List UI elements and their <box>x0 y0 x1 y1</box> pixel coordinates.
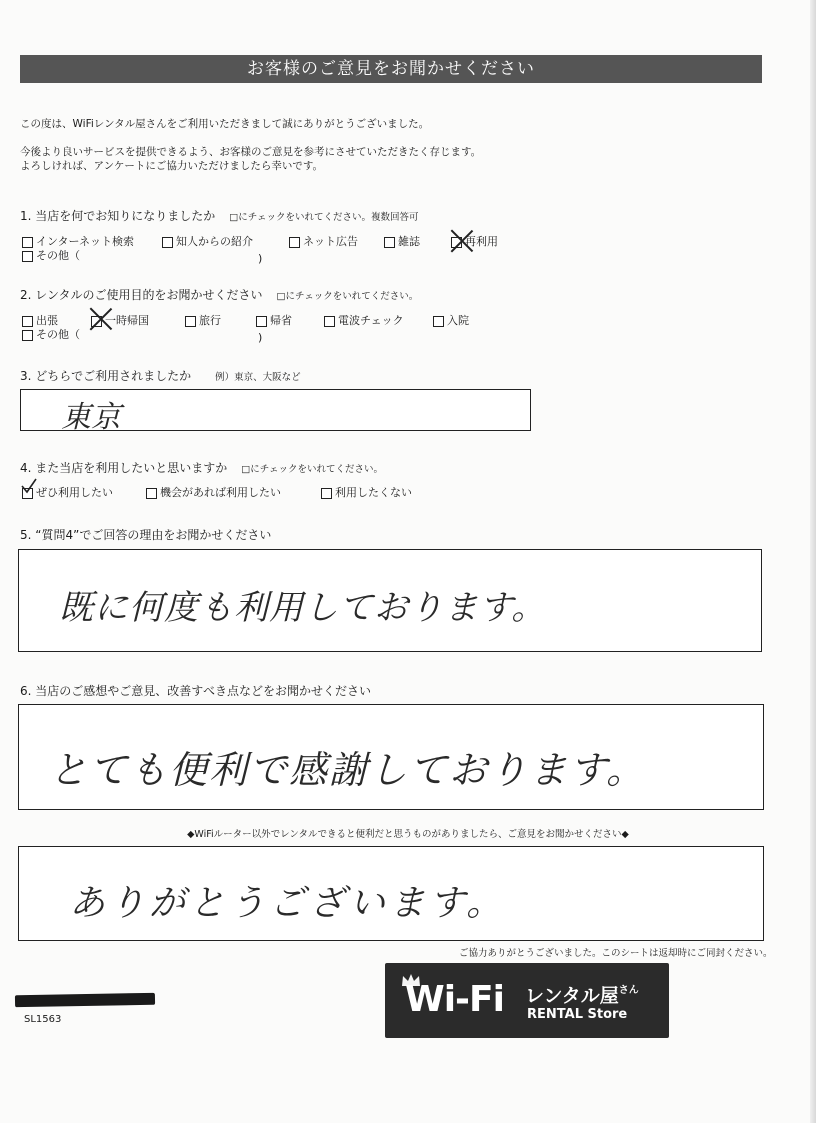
q3-answer-box[interactable] <box>20 389 531 435</box>
q2-option-hospital[interactable]: 入院 <box>433 312 469 328</box>
q6-handwritten-answer: とても便利で感謝しております。 <box>49 748 646 792</box>
q1-other-close: ) <box>258 252 263 265</box>
q5-answer-box[interactable] <box>18 549 762 652</box>
logo-en-text: RENTAL Store <box>527 1007 628 1022</box>
form-code: SL1563 <box>24 1014 62 1025</box>
page-edge-shadow <box>810 0 816 1123</box>
checkbox[interactable] <box>162 237 173 248</box>
question-2-label: 2. レンタルのご使用目的をお聞かせください <box>20 288 263 302</box>
question-4-label: 4. また当店を利用したいと思いますか <box>20 461 228 475</box>
q1-option-magazine[interactable]: 雑誌 <box>384 233 420 249</box>
q2-option-homecoming[interactable]: 帰省 <box>256 312 292 328</box>
check-mark-icon <box>20 478 38 494</box>
q4-option-definitely[interactable]: ぜひ利用したい <box>22 484 113 500</box>
checkbox[interactable] <box>22 316 33 327</box>
question-1-label: 1. 当店を何でお知りになりましたか <box>20 209 216 223</box>
intro-line-2: 今後より良いサービスを提供できるよう、お客様のご意見を参考にさせていただきたく存じます。 <box>20 146 482 158</box>
q2-option-signal-check[interactable]: 電波チェック <box>324 312 404 328</box>
question-3-note: 例）東京、大阪など <box>215 372 301 383</box>
redaction-mark <box>15 993 155 1007</box>
checkbox[interactable] <box>22 237 33 248</box>
q4-option-no[interactable]: 利用したくない <box>321 484 412 500</box>
question-1 <box>20 207 418 224</box>
q4-option-if-chance[interactable]: 機会があれば利用したい <box>146 484 281 500</box>
intro-line-1: この度は、WiFiレンタル屋さんをご利用いただきまして誠にありがとうございました。 <box>20 118 430 130</box>
logo-jp-text: レンタル屋$^{さん}$ <box>525 985 639 1007</box>
brand-logo <box>385 963 669 1038</box>
q1-option-referral[interactable]: 知人からの紹介 <box>162 233 253 249</box>
checkbox[interactable] <box>22 330 33 341</box>
checkbox[interactable] <box>289 237 300 248</box>
q2-option-other[interactable]: その他（ <box>22 326 80 342</box>
question-2-note: □にチェックをいれてください。 <box>276 291 419 302</box>
checkbox[interactable] <box>324 316 335 327</box>
question-6-label: 6. 当店のご感想やご意見、改善すべき点などをお聞かせください <box>20 684 372 698</box>
check-mark-icon <box>449 228 475 254</box>
question-4 <box>20 459 383 476</box>
q1-option-other[interactable]: その他（ <box>22 247 80 263</box>
checkbox[interactable] <box>185 316 196 327</box>
q1-option-reuse[interactable]: 再利用 <box>451 233 498 249</box>
checkbox[interactable] <box>146 488 157 499</box>
q5-handwritten-answer: 既に何度も利用しております。 <box>59 588 547 628</box>
checkbox[interactable] <box>22 251 33 262</box>
intro-line-3: よろしければ、アンケートにご協力いただけましたら幸いです。 <box>20 160 324 172</box>
q2-other-close: ) <box>258 331 263 344</box>
q3-handwritten-answer: 東京 <box>61 400 121 435</box>
question-3 <box>20 367 301 384</box>
q1-option-net-ad[interactable]: ネット広告 <box>289 233 358 249</box>
q2-option-travel[interactable]: 旅行 <box>185 312 221 328</box>
q6-answer-box[interactable] <box>18 704 764 810</box>
question-1-note: □にチェックをいれてください。複数回答可 <box>229 212 419 223</box>
check-mark-icon <box>88 306 114 332</box>
checkbox[interactable] <box>321 488 332 499</box>
q2-option-business[interactable]: 出張 <box>22 312 58 328</box>
survey-title: お客様のご意見をお聞かせください <box>20 55 762 83</box>
question-5-label: 5. “質問4”でご回答の理由をお聞かせください <box>20 528 272 542</box>
question-3-label: 3. どちらでご利用されましたか <box>20 369 192 383</box>
checkbox[interactable] <box>433 316 444 327</box>
logo-wifi-text: Wi-Fi <box>405 979 504 1020</box>
question-2 <box>20 286 418 303</box>
checkbox[interactable] <box>384 237 395 248</box>
footer-thanks: ご協力ありがとうございました。このシートは返却時にご同封ください。 <box>459 948 773 959</box>
q2-option-temp-return[interactable]: 一時帰国 <box>91 312 149 328</box>
question-4-note: □にチェックをいれてください。 <box>241 464 383 475</box>
q7-answer-box[interactable] <box>18 846 764 941</box>
q1-option-internet[interactable]: インターネット検索 <box>22 233 134 249</box>
q7-handwritten-answer: ありがとうございます。 <box>69 883 507 924</box>
question-7-label: ◆WiFiルーター以外でレンタルできると便利だと思うものがありましたら、ご意見をお聞かせください◆ <box>187 829 629 840</box>
checkbox[interactable] <box>256 316 267 327</box>
